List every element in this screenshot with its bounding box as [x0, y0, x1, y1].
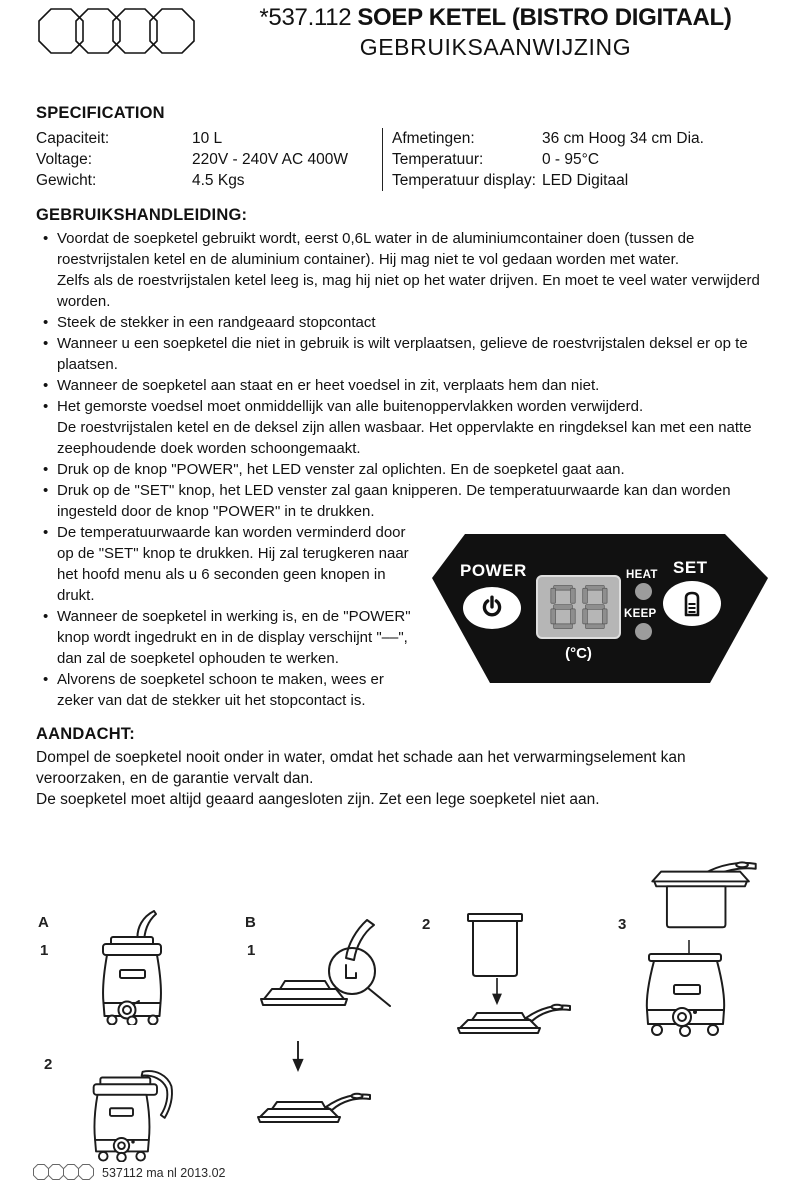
- usage-item: • De temperatuurwaarde kan worden verminderd door op de "SET" knop te drukken. Hij zal terugkeren naar het hoofd menu als u 6 seconden geen knopen in drukt.: [36, 522, 770, 606]
- usage-item-continuation: Zelfs als de roestvrijstalen ketel leeg is, mag hij niet op het water drijven. En moet te veel water verwijderd worden.: [57, 272, 760, 310]
- usage-item: • Wanneer de soepketel aan staat en er heet voedsel in zit, verplaats hem dan niet.: [36, 375, 770, 396]
- keep-label: KEEP: [624, 608, 657, 620]
- usage-item: • Alvorens de soepketel schoon te maken, wees er zeker van dat de stekker uit het stopcontact is.: [36, 669, 770, 711]
- header: [36, 0, 770, 94]
- spec-label: Temperatuur display:: [392, 172, 536, 189]
- brand-octagons-logo: [38, 8, 196, 56]
- spec-left-column: [36, 128, 383, 191]
- usage-list: [36, 228, 770, 711]
- container-with-lid-drawing: [644, 858, 764, 938]
- document-code: 537112 ma nl 2013.02: [102, 1165, 226, 1180]
- page-title: [258, 4, 733, 32]
- usage-item: • Voordat de soepketel gebruikt wordt, eerst 0,6L water in de aluminiumcontainer doen (tussen de roestvrijstalen ketel en de aluminium container). Hij mag niet te vol gedaan worden met water.: [36, 228, 770, 270]
- kettle-with-ladle-drawing: [86, 910, 178, 1025]
- lid-with-open-flap-drawing: [256, 1083, 374, 1123]
- down-arrow: [290, 1041, 306, 1073]
- spec-label: Afmetingen:: [392, 130, 475, 147]
- inner-container-drawing: [466, 910, 524, 980]
- spec-value: 36 cm Hoog 34 cm Dia.: [542, 130, 704, 147]
- spec-value: 10 L: [192, 130, 223, 147]
- usage-item: • Druk op de "SET" knop, het LED venster zal gaan knipperen. De temperatuurwaarde kan dan worden ingesteld door de knop "POWER" in te drukken.: [36, 480, 770, 522]
- title-block: [258, 4, 733, 61]
- spec-value: 0 - 95°C: [542, 151, 600, 168]
- page-subtitle: GEBRUIKSAANWIJZING: [359, 34, 632, 60]
- spec-value: 4.5 Kgs: [192, 172, 245, 189]
- celsius-unit-label: (°C): [565, 645, 592, 662]
- diagram-step-1: 1: [247, 942, 256, 959]
- attention-paragraph: De soepketel moet altijd geaard aangesloten zijn. Zet een lege soepketel niet aan.: [36, 791, 600, 808]
- attention-paragraph: Dompel de soepketel nooit onder in water, omdat het schade aan het verwarmingselement kan veroorzaken, en de garantie vervalt dan.: [36, 749, 686, 787]
- spec-label: Temperatuur:: [392, 151, 484, 168]
- power-label: POWER: [460, 561, 527, 580]
- kettle-open-lid-drawing: [84, 1066, 182, 1162]
- lid-with-open-flap-drawing: [456, 994, 574, 1034]
- diagram-step-2: 2: [44, 1056, 53, 1073]
- usage-item: • Het gemorste voedsel moet onmiddellijk van alle buitenoppervlakken worden verwijderd.: [36, 396, 770, 417]
- spec-label: Voltage:: [36, 151, 93, 168]
- heat-label: HEAT: [626, 569, 658, 581]
- product-title: SOEP KETEL (BISTRO DIGITAAL): [357, 4, 732, 31]
- spec-label: Capaciteit:: [36, 130, 110, 147]
- diagram-label-3: 3: [618, 916, 627, 933]
- usage-item: • Wanneer de soepketel in werking is, en de "POWER" knop wordt ingedrukt en in de display verschijnt "––", dan zal de soepketel ophouden te werken.: [36, 606, 770, 669]
- diagram-step-1: 1: [40, 942, 49, 959]
- diagram-label-a: A: [38, 914, 49, 931]
- diagram-label-b: B: [245, 914, 256, 931]
- attention-heading: AANDACHT:: [36, 725, 135, 743]
- footer-octagons-logo: [33, 1164, 95, 1181]
- model-number: *537.112: [259, 4, 352, 31]
- kettle-base-drawing: [638, 952, 733, 1037]
- ladle-hook-detail-drawing: [318, 918, 400, 1010]
- spec-value: LED Digitaal: [542, 172, 629, 189]
- specification-table: [36, 128, 770, 191]
- usage-item: • Druk op de knop "POWER", het LED venster zal oplichten. En de soepketel gaat aan.: [36, 459, 770, 480]
- assembly-diagrams: [0, 858, 802, 1204]
- spec-value: 220V - 240V AC 400W: [192, 151, 348, 168]
- set-label: SET: [673, 558, 708, 577]
- attention-section: [36, 725, 770, 810]
- diagram-label-2: 2: [422, 916, 431, 933]
- usage-item: • Wanneer u een soepketel die niet in gebruik is wilt verplaatsen, gelieve de roestvrijstalen deksel er op te plaatsen.: [36, 333, 770, 375]
- spec-label: Gewicht:: [36, 172, 97, 189]
- usage-heading: GEBRUIKSHANDLEIDING:: [36, 206, 248, 224]
- usage-item-continuation: De roestvrijstalen ketel en de deksel zijn allen wasbaar. Het oppervlakte en ringdeksel kan met een natte zeephoudende doek worden schoongemaakt.: [57, 419, 752, 457]
- spec-right-column: [383, 128, 770, 191]
- footer: [33, 1164, 225, 1181]
- specification-heading: SPECIFICATION: [36, 104, 165, 122]
- usage-item: • Steek de stekker in een randgeaard stopcontact: [36, 312, 770, 333]
